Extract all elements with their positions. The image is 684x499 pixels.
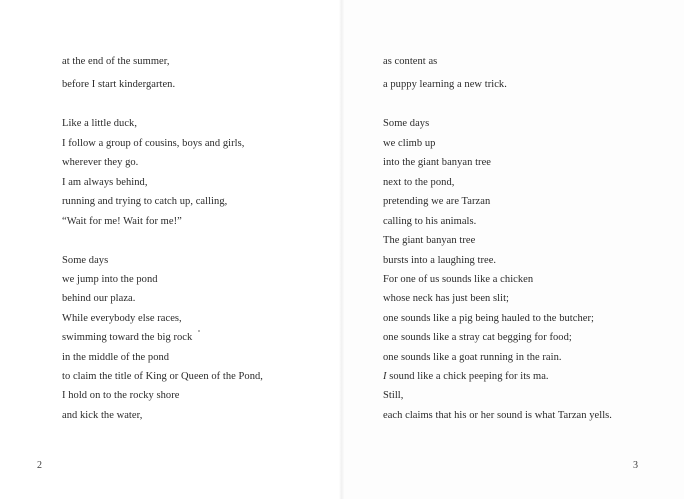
text-line: behind our plaza. [62, 293, 136, 304]
right-page [342, 0, 684, 499]
text-line: Some days [383, 118, 430, 129]
text-line-rest: sound like a chick peeping for its ma. [389, 371, 549, 382]
text-line: “Wait for me! Wait for me!” [62, 216, 182, 227]
text-line: I hold on to the rocky shore [62, 390, 180, 401]
book-gutter [339, 0, 344, 499]
text-line: we jump into the pond [62, 274, 158, 285]
text-line: before I start kindergarten. [62, 79, 176, 90]
text-line: into the giant banyan tree [383, 157, 492, 168]
text-line: one sounds like a pig being hauled to the butcher; [383, 313, 594, 324]
text-line: Like a little duck, [62, 118, 138, 129]
text-line: swimming toward the big rock [62, 332, 193, 343]
paper-speck [198, 330, 200, 332]
text-line: and kick the water, [62, 410, 143, 421]
text-line: running and trying to catch up, calling, [62, 196, 228, 207]
text-line: Some days [62, 255, 109, 266]
text-line: For one of us sounds like a chicken [383, 274, 534, 285]
text-line: pretending we are Tarzan [383, 196, 491, 207]
text-line: each claims that his or her sound is what Tarzan yells. [383, 410, 612, 421]
text-line: as content as [383, 56, 438, 67]
text-line: we climb up [383, 138, 436, 149]
page-number: 2 [37, 460, 42, 471]
text-line: a puppy learning a new trick. [383, 79, 507, 90]
text-line: at the end of the summer, [62, 56, 170, 67]
text-line: in the middle of the pond [62, 352, 170, 363]
text-line: wherever they go. [62, 157, 139, 168]
text-line: While everybody else races, [62, 313, 182, 324]
text-line: Still, [383, 390, 404, 401]
page-number: 3 [633, 460, 638, 471]
text-line: The giant banyan tree [383, 235, 476, 246]
text-line: to claim the title of King or Queen of the Pond, [62, 371, 263, 382]
text-line: one sounds like a goat running in the rain. [383, 352, 562, 363]
text-line: whose neck has just been slit; [383, 293, 510, 304]
text-line: one sounds like a stray cat begging for food; [383, 332, 572, 343]
text-line: next to the pond, [383, 177, 455, 188]
text-line: I follow a group of cousins, boys and girls, [62, 138, 245, 149]
text-line: bursts into a laughing tree. [383, 255, 497, 266]
text-line [383, 371, 549, 383]
text-line: calling to his animals. [383, 216, 477, 227]
italic-word: I [383, 371, 387, 382]
text-line: I am always behind, [62, 177, 148, 188]
